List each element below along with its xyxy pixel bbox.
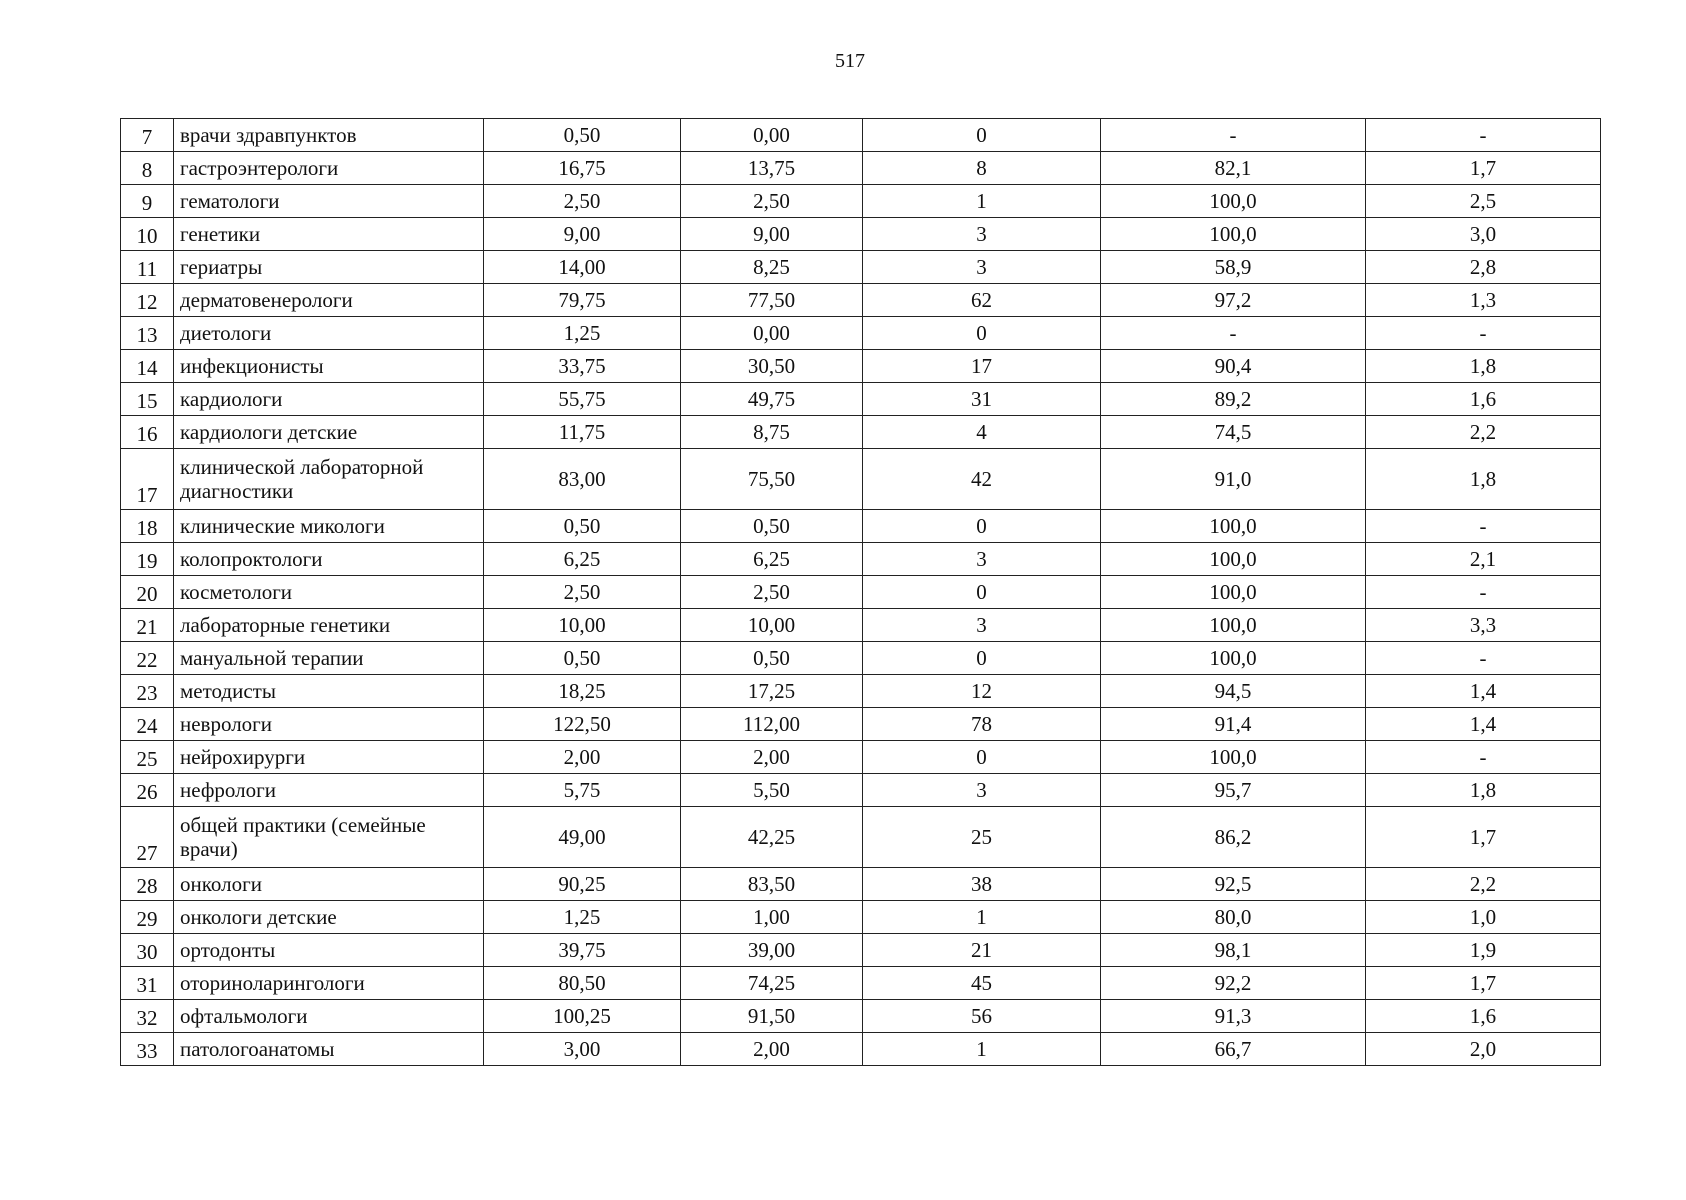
value-c-cell: 1	[863, 901, 1101, 934]
value-e-cell: 1,0	[1366, 901, 1601, 934]
row-number-cell: 28	[121, 868, 174, 901]
value-d-cell: 91,4	[1101, 708, 1366, 741]
row-number-cell: 19	[121, 543, 174, 576]
value-e-cell: 2,8	[1366, 251, 1601, 284]
row-number-cell: 8	[121, 152, 174, 185]
row-number-cell: 24	[121, 708, 174, 741]
table-row	[121, 1033, 1601, 1066]
row-number-cell: 20	[121, 576, 174, 609]
row-number-cell: 27	[121, 807, 174, 868]
value-d-cell: 100,0	[1101, 576, 1366, 609]
table-row	[121, 383, 1601, 416]
value-c-cell: 62	[863, 284, 1101, 317]
table-row	[121, 251, 1601, 284]
table-row	[121, 576, 1601, 609]
specialty-name-cell: онкологи	[174, 868, 484, 901]
specialty-name-cell: методисты	[174, 675, 484, 708]
page-number: 517	[835, 50, 865, 72]
value-c-cell: 0	[863, 317, 1101, 350]
value-b-cell: 2,50	[681, 576, 863, 609]
table-row	[121, 284, 1601, 317]
value-b-cell: 83,50	[681, 868, 863, 901]
specialty-name-cell: диетологи	[174, 317, 484, 350]
value-d-cell: 92,2	[1101, 967, 1366, 1000]
value-e-cell: -	[1366, 642, 1601, 675]
value-b-cell: 75,50	[681, 449, 863, 510]
row-number-cell: 9	[121, 185, 174, 218]
value-a-cell: 80,50	[484, 967, 681, 1000]
value-b-cell: 6,25	[681, 543, 863, 576]
row-number-cell: 32	[121, 1000, 174, 1033]
value-a-cell: 2,50	[484, 576, 681, 609]
value-c-cell: 0	[863, 741, 1101, 774]
value-e-cell: 1,8	[1366, 449, 1601, 510]
value-a-cell: 0,50	[484, 642, 681, 675]
row-number-cell: 7	[121, 119, 174, 152]
row-number-cell: 30	[121, 934, 174, 967]
value-a-cell: 122,50	[484, 708, 681, 741]
specialty-name-cell: мануальной терапии	[174, 642, 484, 675]
value-c-cell: 0	[863, 119, 1101, 152]
value-a-cell: 1,25	[484, 901, 681, 934]
row-number-cell: 23	[121, 675, 174, 708]
value-c-cell: 3	[863, 543, 1101, 576]
value-d-cell: 100,0	[1101, 510, 1366, 543]
value-b-cell: 49,75	[681, 383, 863, 416]
value-d-cell: -	[1101, 317, 1366, 350]
value-a-cell: 55,75	[484, 383, 681, 416]
value-e-cell: 2,2	[1366, 868, 1601, 901]
value-e-cell: 1,7	[1366, 152, 1601, 185]
value-b-cell: 0,00	[681, 317, 863, 350]
value-b-cell: 112,00	[681, 708, 863, 741]
value-e-cell: -	[1366, 741, 1601, 774]
value-c-cell: 31	[863, 383, 1101, 416]
value-b-cell: 8,75	[681, 416, 863, 449]
value-a-cell: 16,75	[484, 152, 681, 185]
table-row	[121, 543, 1601, 576]
value-e-cell: 3,0	[1366, 218, 1601, 251]
table-row	[121, 774, 1601, 807]
specialty-name-cell: офтальмологи	[174, 1000, 484, 1033]
specialty-name-cell: общей практики (семейные врачи)	[174, 807, 484, 868]
value-a-cell: 83,00	[484, 449, 681, 510]
row-number-cell: 15	[121, 383, 174, 416]
value-e-cell: -	[1366, 119, 1601, 152]
staff-table	[120, 118, 1601, 1066]
value-e-cell: 1,8	[1366, 774, 1601, 807]
value-e-cell: 1,4	[1366, 675, 1601, 708]
specialty-name-cell: кардиологи	[174, 383, 484, 416]
value-b-cell: 0,00	[681, 119, 863, 152]
value-c-cell: 3	[863, 609, 1101, 642]
row-number-cell: 29	[121, 901, 174, 934]
value-d-cell: 66,7	[1101, 1033, 1366, 1066]
row-number-cell: 25	[121, 741, 174, 774]
value-b-cell: 0,50	[681, 510, 863, 543]
value-d-cell: 90,4	[1101, 350, 1366, 383]
value-b-cell: 39,00	[681, 934, 863, 967]
value-a-cell: 6,25	[484, 543, 681, 576]
row-number-cell: 17	[121, 449, 174, 510]
value-d-cell: 58,9	[1101, 251, 1366, 284]
row-number-cell: 11	[121, 251, 174, 284]
value-c-cell: 0	[863, 576, 1101, 609]
value-a-cell: 90,25	[484, 868, 681, 901]
specialty-name-cell: лабораторные генетики	[174, 609, 484, 642]
value-c-cell: 4	[863, 416, 1101, 449]
row-number-cell: 13	[121, 317, 174, 350]
value-b-cell: 2,00	[681, 741, 863, 774]
table-row	[121, 741, 1601, 774]
specialty-name-cell: колопроктологи	[174, 543, 484, 576]
value-b-cell: 42,25	[681, 807, 863, 868]
value-a-cell: 3,00	[484, 1033, 681, 1066]
specialty-name-cell: дерматовенерологи	[174, 284, 484, 317]
value-d-cell: 74,5	[1101, 416, 1366, 449]
specialty-name-cell: инфекционисты	[174, 350, 484, 383]
value-c-cell: 1	[863, 185, 1101, 218]
value-b-cell: 2,50	[681, 185, 863, 218]
value-b-cell: 13,75	[681, 152, 863, 185]
value-b-cell: 9,00	[681, 218, 863, 251]
row-number-cell: 22	[121, 642, 174, 675]
value-d-cell: 100,0	[1101, 185, 1366, 218]
table-row	[121, 152, 1601, 185]
value-d-cell: 86,2	[1101, 807, 1366, 868]
value-c-cell: 21	[863, 934, 1101, 967]
value-b-cell: 0,50	[681, 642, 863, 675]
value-a-cell: 39,75	[484, 934, 681, 967]
value-b-cell: 10,00	[681, 609, 863, 642]
row-number-cell: 12	[121, 284, 174, 317]
value-c-cell: 38	[863, 868, 1101, 901]
value-c-cell: 12	[863, 675, 1101, 708]
specialty-name-cell: патологоанатомы	[174, 1033, 484, 1066]
value-a-cell: 79,75	[484, 284, 681, 317]
value-d-cell: 94,5	[1101, 675, 1366, 708]
specialty-name-cell: генетики	[174, 218, 484, 251]
value-c-cell: 17	[863, 350, 1101, 383]
specialty-name-cell: клинической лабораторной диагностики	[174, 449, 484, 510]
specialty-name-cell: нейрохирурги	[174, 741, 484, 774]
row-number-cell: 33	[121, 1033, 174, 1066]
row-number-cell: 31	[121, 967, 174, 1000]
value-d-cell: 100,0	[1101, 609, 1366, 642]
value-e-cell: 2,0	[1366, 1033, 1601, 1066]
specialty-name-cell: клинические микологи	[174, 510, 484, 543]
table-row	[121, 934, 1601, 967]
value-a-cell: 10,00	[484, 609, 681, 642]
specialty-name-cell: гематологи	[174, 185, 484, 218]
value-e-cell: -	[1366, 576, 1601, 609]
value-a-cell: 2,00	[484, 741, 681, 774]
row-number-cell: 18	[121, 510, 174, 543]
value-b-cell: 77,50	[681, 284, 863, 317]
table-row	[121, 449, 1601, 510]
value-c-cell: 3	[863, 251, 1101, 284]
value-c-cell: 3	[863, 218, 1101, 251]
value-c-cell: 3	[863, 774, 1101, 807]
value-a-cell: 1,25	[484, 317, 681, 350]
table-row	[121, 609, 1601, 642]
value-a-cell: 9,00	[484, 218, 681, 251]
value-c-cell: 45	[863, 967, 1101, 1000]
value-b-cell: 8,25	[681, 251, 863, 284]
value-e-cell: 1,6	[1366, 1000, 1601, 1033]
table-row	[121, 218, 1601, 251]
specialty-name-cell: кардиологи детские	[174, 416, 484, 449]
value-d-cell: 92,5	[1101, 868, 1366, 901]
value-e-cell: 2,1	[1366, 543, 1601, 576]
row-number-cell: 26	[121, 774, 174, 807]
value-d-cell: 100,0	[1101, 642, 1366, 675]
value-d-cell: 98,1	[1101, 934, 1366, 967]
value-e-cell: 3,3	[1366, 609, 1601, 642]
table-row	[121, 708, 1601, 741]
value-d-cell: 95,7	[1101, 774, 1366, 807]
value-c-cell: 8	[863, 152, 1101, 185]
value-a-cell: 33,75	[484, 350, 681, 383]
table-row	[121, 807, 1601, 868]
value-e-cell: 1,4	[1366, 708, 1601, 741]
value-a-cell: 11,75	[484, 416, 681, 449]
value-d-cell: 89,2	[1101, 383, 1366, 416]
table-body	[121, 119, 1601, 1066]
value-d-cell: -	[1101, 119, 1366, 152]
value-a-cell: 14,00	[484, 251, 681, 284]
specialty-name-cell: ортодонты	[174, 934, 484, 967]
value-c-cell: 42	[863, 449, 1101, 510]
table-row	[121, 510, 1601, 543]
value-d-cell: 100,0	[1101, 741, 1366, 774]
value-a-cell: 2,50	[484, 185, 681, 218]
table-row	[121, 675, 1601, 708]
table-row	[121, 416, 1601, 449]
specialty-name-cell: врачи здравпунктов	[174, 119, 484, 152]
specialty-name-cell: гериатры	[174, 251, 484, 284]
value-d-cell: 82,1	[1101, 152, 1366, 185]
value-d-cell: 91,0	[1101, 449, 1366, 510]
specialty-name-cell: косметологи	[174, 576, 484, 609]
specialty-name-cell: неврологи	[174, 708, 484, 741]
value-c-cell: 0	[863, 510, 1101, 543]
value-b-cell: 1,00	[681, 901, 863, 934]
value-d-cell: 97,2	[1101, 284, 1366, 317]
value-a-cell: 49,00	[484, 807, 681, 868]
row-number-cell: 16	[121, 416, 174, 449]
value-a-cell: 0,50	[484, 119, 681, 152]
value-e-cell: -	[1366, 510, 1601, 543]
value-e-cell: 1,3	[1366, 284, 1601, 317]
value-b-cell: 74,25	[681, 967, 863, 1000]
specialty-name-cell: оториноларингологи	[174, 967, 484, 1000]
value-b-cell: 17,25	[681, 675, 863, 708]
row-number-cell: 10	[121, 218, 174, 251]
value-d-cell: 100,0	[1101, 218, 1366, 251]
table-row	[121, 642, 1601, 675]
value-e-cell: 1,7	[1366, 807, 1601, 868]
value-e-cell: 1,6	[1366, 383, 1601, 416]
value-d-cell: 91,3	[1101, 1000, 1366, 1033]
value-b-cell: 91,50	[681, 1000, 863, 1033]
table-row	[121, 119, 1601, 152]
table-row	[121, 868, 1601, 901]
row-number-cell: 21	[121, 609, 174, 642]
specialty-name-cell: онкологи детские	[174, 901, 484, 934]
table-row	[121, 901, 1601, 934]
row-number-cell: 14	[121, 350, 174, 383]
value-a-cell: 18,25	[484, 675, 681, 708]
table-row	[121, 317, 1601, 350]
specialty-name-cell: гастроэнтерологи	[174, 152, 484, 185]
table-row	[121, 1000, 1601, 1033]
table-row	[121, 350, 1601, 383]
value-e-cell: 1,8	[1366, 350, 1601, 383]
value-c-cell: 25	[863, 807, 1101, 868]
value-a-cell: 100,25	[484, 1000, 681, 1033]
value-c-cell: 78	[863, 708, 1101, 741]
value-a-cell: 0,50	[484, 510, 681, 543]
value-b-cell: 2,00	[681, 1033, 863, 1066]
specialty-name-cell: нефрологи	[174, 774, 484, 807]
value-e-cell: 2,2	[1366, 416, 1601, 449]
value-e-cell: -	[1366, 317, 1601, 350]
value-e-cell: 2,5	[1366, 185, 1601, 218]
table-row	[121, 185, 1601, 218]
value-c-cell: 1	[863, 1033, 1101, 1066]
value-d-cell: 80,0	[1101, 901, 1366, 934]
value-d-cell: 100,0	[1101, 543, 1366, 576]
table-row	[121, 967, 1601, 1000]
value-e-cell: 1,9	[1366, 934, 1601, 967]
value-e-cell: 1,7	[1366, 967, 1601, 1000]
value-b-cell: 5,50	[681, 774, 863, 807]
value-c-cell: 0	[863, 642, 1101, 675]
value-c-cell: 56	[863, 1000, 1101, 1033]
value-a-cell: 5,75	[484, 774, 681, 807]
value-b-cell: 30,50	[681, 350, 863, 383]
